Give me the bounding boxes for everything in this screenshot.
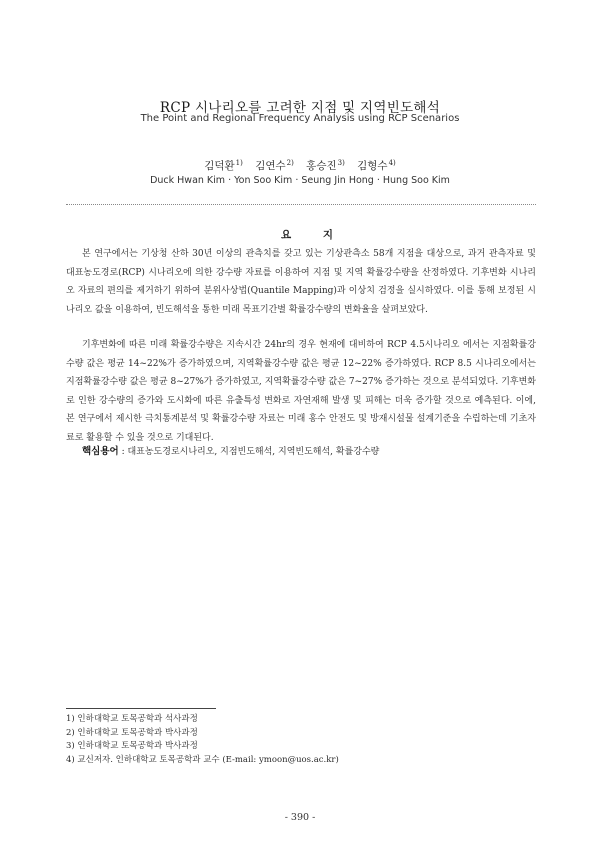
author-name: 김덕환 (204, 160, 235, 172)
author-affiliation-mark: 1) (235, 158, 243, 167)
author-affiliation-mark: 3) (337, 158, 345, 167)
paper-title-korean: RCP 시나리오를 고려한 지점 및 지역빈도해석 (159, 100, 441, 116)
author-list-english: Duck Hwan Kim · Yon Soo Kim · Seung Jin Hong · Hung Soo Kim (150, 175, 450, 186)
author-name: 김연수 (255, 160, 286, 172)
author-list-korean (0, 158, 600, 173)
author-name: 김형수 (357, 160, 388, 172)
paper-title-english: The Point and Regional Frequency Analysis using RCP Scenarios (140, 113, 460, 124)
keywords-label: 핵심용어 (82, 446, 119, 457)
page-number: - 390 - (284, 812, 316, 823)
footnote-divider (66, 708, 216, 709)
abstract-heading: 요 지 (281, 229, 347, 241)
footnotes (66, 713, 536, 767)
section-divider (66, 204, 536, 205)
author-name: 홍승진 (306, 160, 337, 172)
keywords-text: : 대표농도경로시나리오, 지점빈도해석, 지역빈도해석, 확률강수량 (118, 447, 380, 457)
author-affiliation-mark: 4) (388, 158, 396, 167)
footnote-item: 1) 인하대학교 토목공학과 석사과정 (66, 714, 198, 724)
footnote-item: 4) 교신저자. 인하대학교 토목공학과 교수 (E-mail: ymoon@uos.ac.kr) (66, 754, 339, 765)
keywords-line (82, 443, 542, 457)
abstract-paragraph: 본 연구에서는 기상청 산하 30년 이상의 관측치를 갖고 있는 기상관측소 58개 지점을 대상으로, 과거 관측자료 및 대표농도경로(RCP) 시나리오에 의한 강수량 자료를 이용하여 지점 및 지역 확률강수량을 산정하였다. 기후변화 시나리오 자료의 편의를 제거하기 위하여 분위사상법(Quantile Mapping)과 이상치 검정을 실시하였다. 이를 통해 보정된 시나리오 값을 이용하여, 빈도해석을 통한 미래 목표기간별 확률강수량의 변화율을 살펴보았다. (66, 249, 536, 315)
footnote-item: 3) 인하대학교 토목공학과 박사과정 (66, 741, 198, 751)
abstract-paragraph: 기후변화에 따른 미래 확률강수량은 지속시간 24hr의 경우 현재에 대비하여 RCP 4.5시나리오 에서는 지점확률강수량 값은 평균 14~22%가 증가하였으며, 지역확률강수량 값은 평균 12~22% 증가하였다. RCP 8.5 시나리오에서는 지점확률강수량 값은 평균 8~27%가 증가하였고, 지역확률강수량 값은 7~27% 증가하는 것으로 분석되었다. 기후변화로 인한 강수량의 증가와 도시화에 따른 유출특성 변화로 자연재해 발생 및 피해는 더욱 증가할 것으로 예측된다. 이에, 본 연구에서 제시한 극치통계분석 및 확률강수량 자료는 미래 홍수 안전도 및 방재시설물 설계기준을 수립하는데 기초자료로 활용할 수 있을 것으로 기대된다. (66, 340, 536, 443)
footnote-item: 2) 인하대학교 토목공학과 박사과정 (66, 727, 198, 738)
author-affiliation-mark: 2) (286, 158, 294, 167)
